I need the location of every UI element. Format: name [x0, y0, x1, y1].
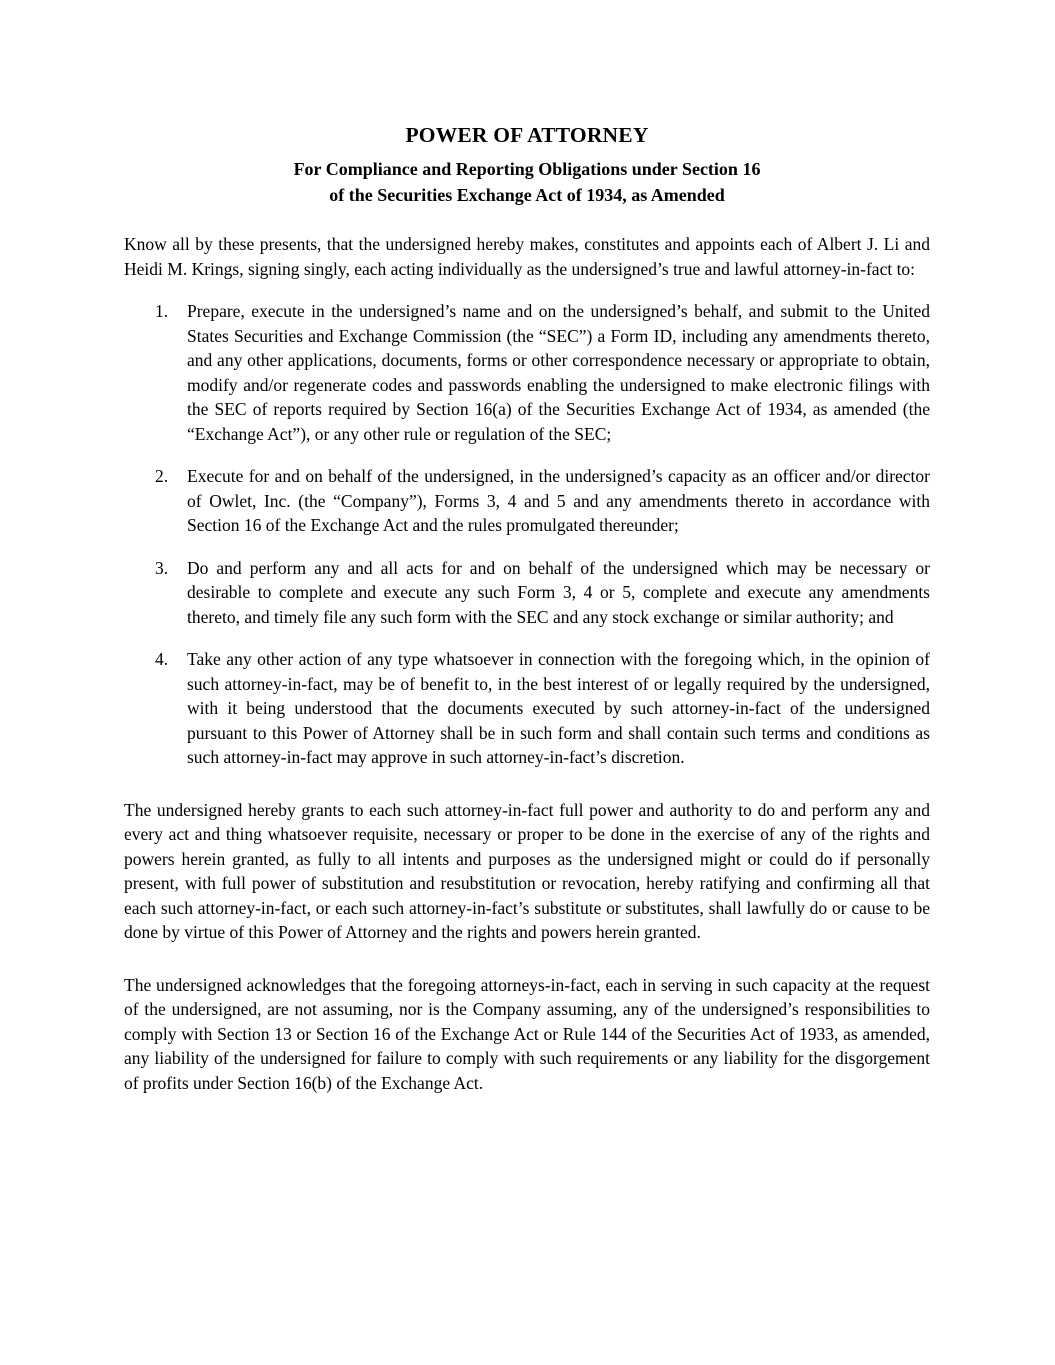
document-title: POWER OF ATTORNEY — [405, 123, 649, 147]
subtitle-line-2: of the Securities Exchange Act of 1934, as Amended — [329, 185, 725, 205]
numbered-list — [124, 299, 930, 770]
acknowledgement-paragraph: The undersigned acknowledges that the foregoing attorneys-in-fact, each in serving in such capacity at the request of the undersigned, are not assuming, nor is the Company assuming, any of the undersigned’s responsibilities to comply with Section 13 or Section 16 of the Exchange Act or Rule 144 of the Securities Act of 1933, as amended, any liability of the undersigned for failure to comply with such requirements or any liability for the disgorgement of profits under Section 16(b) of the Exchange Act. — [124, 974, 930, 1093]
list-item-number: 2. — [155, 466, 169, 486]
intro-paragraph: Know all by these presents, that the undersigned hereby makes, constitutes and appoints each of Albert J. Li and Heidi M. Krings, signing singly, each acting individually as the undersigned’s true and lawful attorney-in-fact to: — [124, 234, 930, 279]
list-item-text: Take any other action of any type whatsoever in connection with the foregoing which, in the opinion of such attorney-in-fact, may be of benefit to, in the best interest of or legally required by the undersigned, with it being understood that the documents executed by such attorney-in-fact of the undersigned pursuant to this Power of Attorney shall be in such form and shall contain such terms and conditions as such attorney-in-fact may approve in such attorney-in-fact’s discretion. — [187, 649, 930, 767]
subtitle-line-1: For Compliance and Reporting Obligations under Section 16 — [293, 159, 761, 179]
list-item — [124, 464, 930, 538]
list-item — [124, 299, 930, 446]
list-item — [124, 647, 930, 770]
list-item — [124, 556, 930, 630]
list-item-text: Execute for and on behalf of the undersigned, in the undersigned’s capacity as an officer and/or director of Owlet, Inc. (the “Company”), Forms 3, 4 and 5 and any amendments thereto in accordance with Section 16 of the Exchange Act and the rules promulgated thereunder; — [187, 466, 930, 535]
list-item-number: 1. — [155, 301, 169, 321]
list-item-text: Prepare, execute in the undersigned’s name and on the undersigned’s behalf, and submit to the United States Securities and Exchange Commission (the “SEC”) a Form ID, including any amendments thereto, and any other applications, documents, forms or other correspondence necessary or appropriate to obtain, modify and/or regenerate codes and passwords enabling the undersigned to make electronic filings with the SEC of reports required by Section 16(a) of the Securities Exchange Act of 1934, as amended (the “Exchange Act”), or any other rule or regulation of the SEC; — [187, 301, 930, 444]
list-item-number: 4. — [155, 649, 169, 669]
list-item-text: Do and perform any and all acts for and on behalf of the undersigned which may be necessary or desirable to complete and execute any such Form 3, 4 or 5, complete and execute any amendments thereto, and timely file any such form with the SEC and any stock exchange or similar authority; and — [187, 557, 930, 627]
document-subtitle — [124, 156, 930, 208]
list-item-number: 3. — [155, 557, 169, 578]
grant-of-authority-paragraph: The undersigned hereby grants to each such attorney-in-fact full power and authority to do and perform any and every act and thing whatsoever requisite, necessary or proper to be done in the exercise of any of the rights and powers herein granted, as fully to all intents and purposes as the undersigned might or could do if personally present, with full power of substitution and resubstitution or revocation, hereby ratifying and confirming all that each such attorney-in-fact, or each such attorney-in-fact’s substitute or substitutes, shall lawfully do or cause to be done by virtue of this Power of Attorney and the rights and powers herein granted. — [124, 799, 930, 942]
